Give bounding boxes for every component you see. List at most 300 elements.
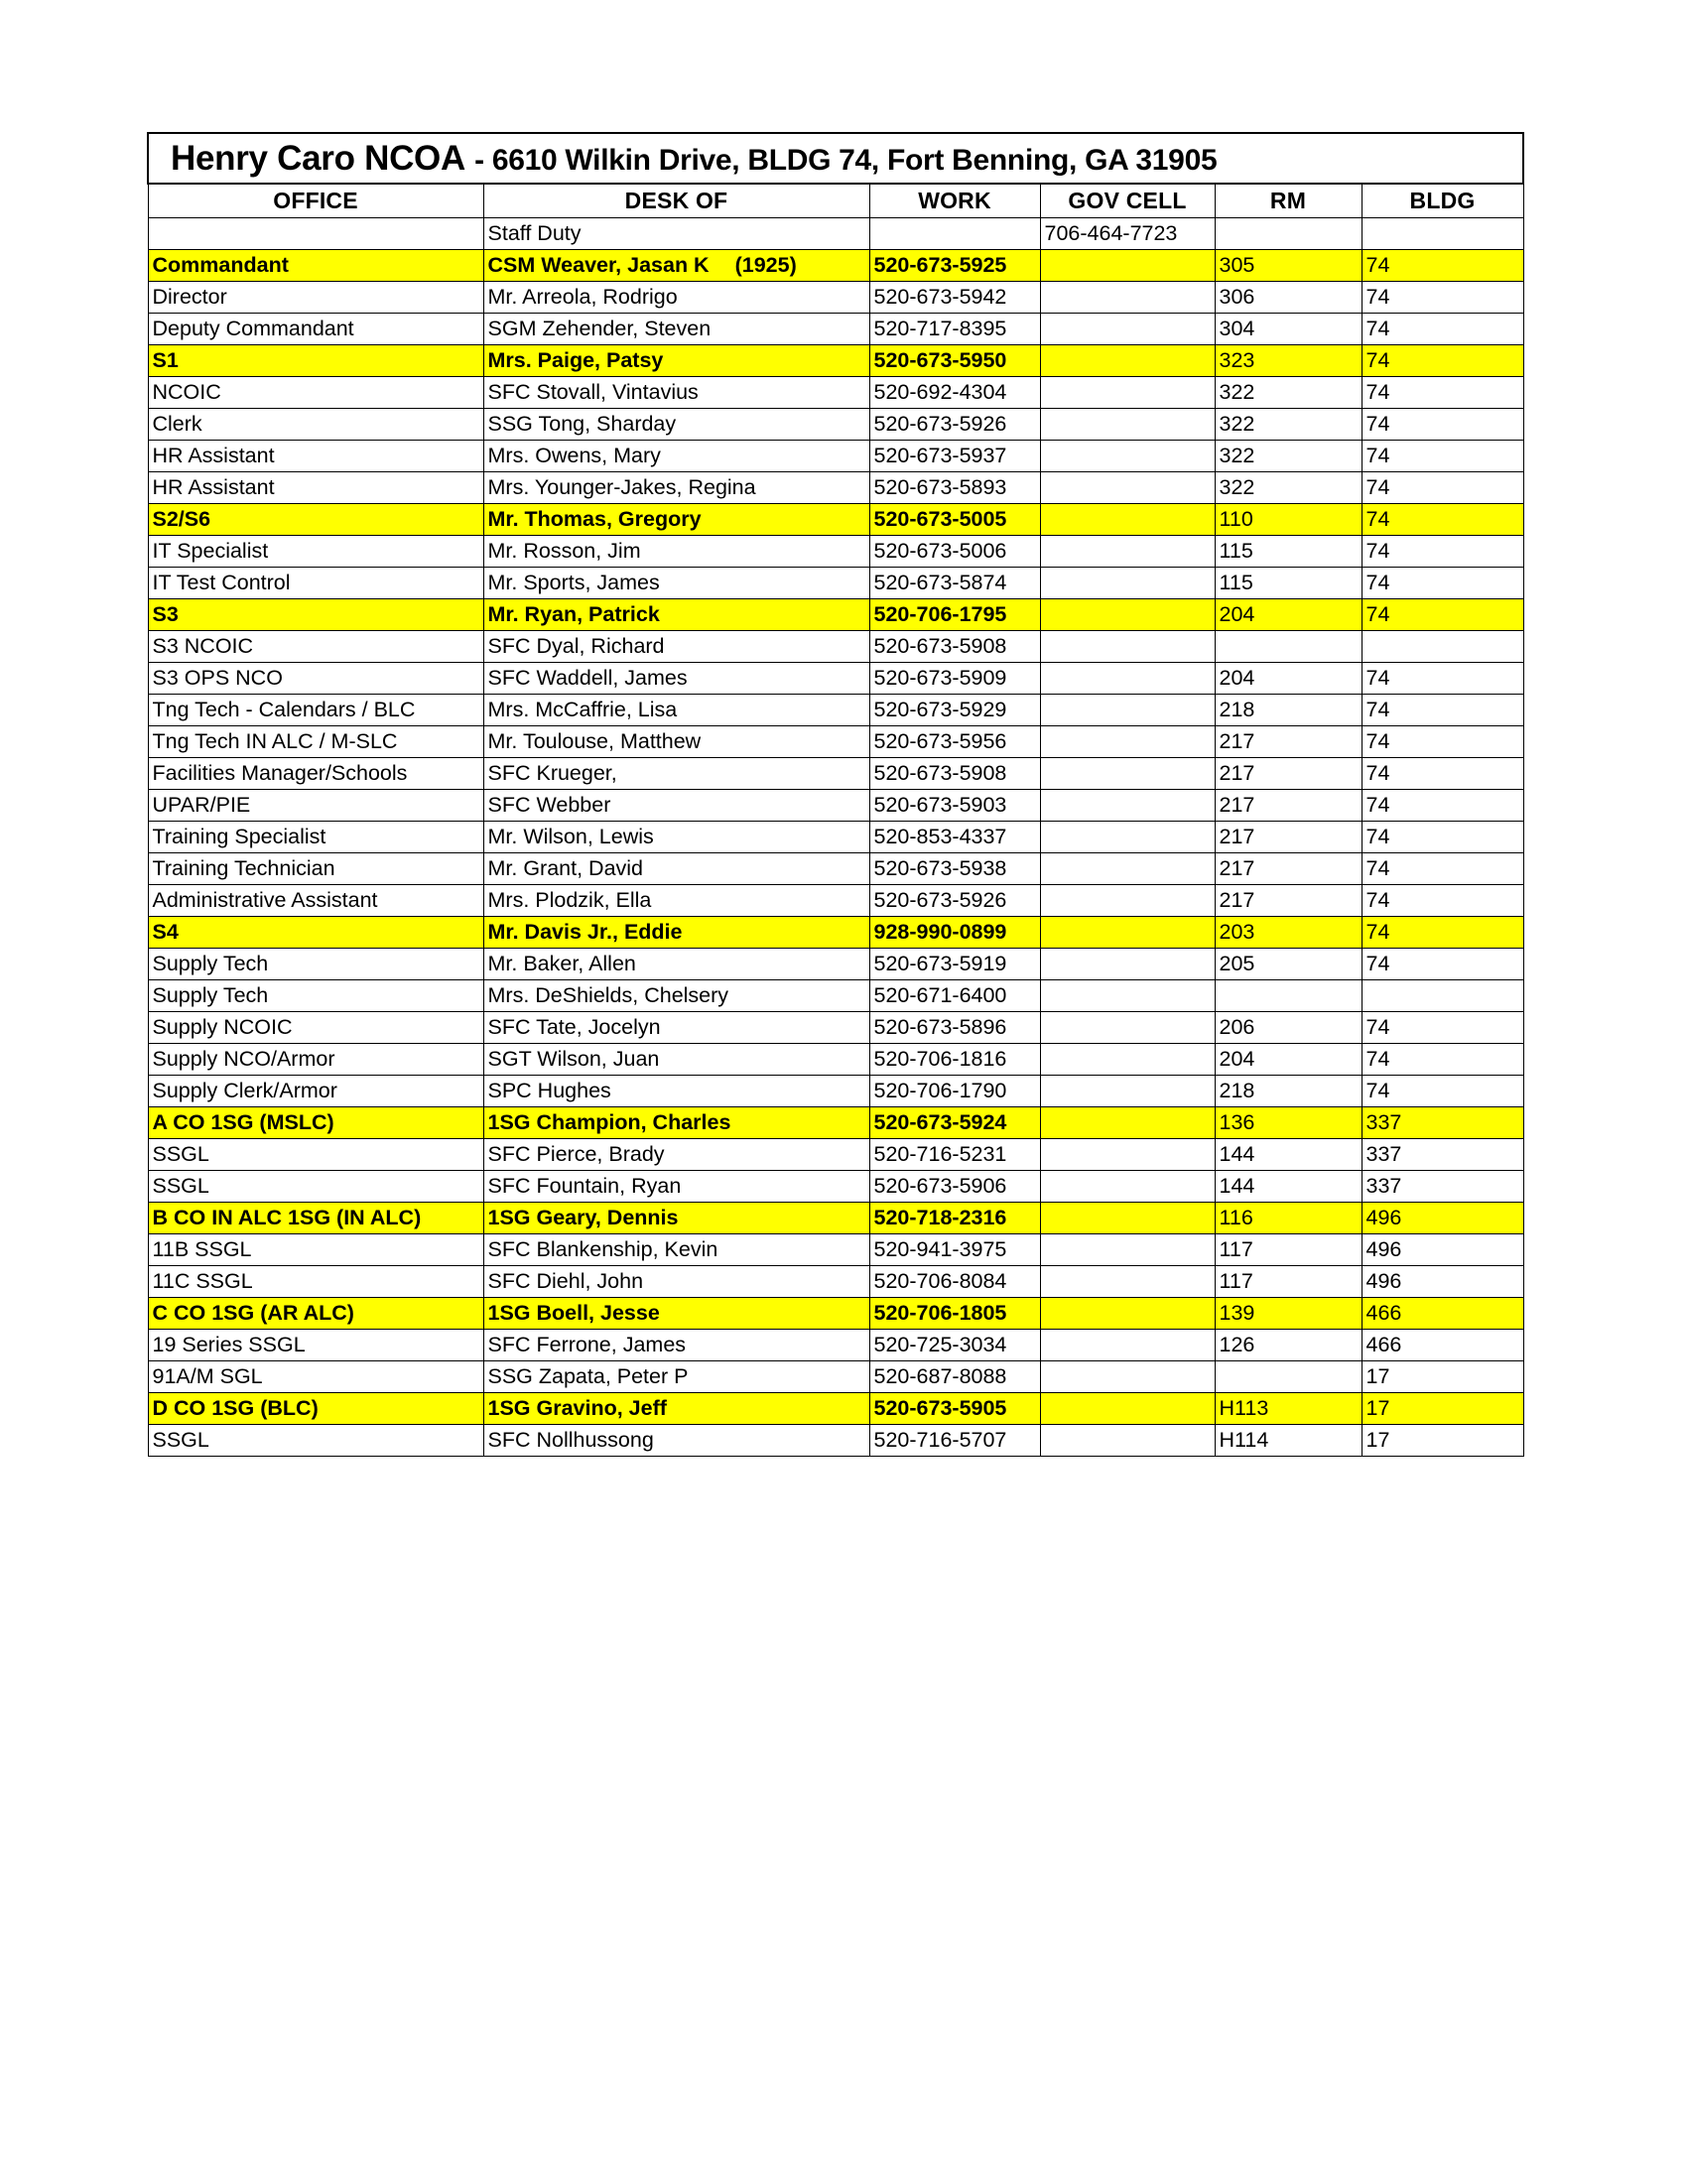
table-row	[148, 1298, 1523, 1330]
cell-desk-of	[483, 377, 869, 409]
cell-office: 91A/M SGL	[148, 1361, 483, 1393]
cell-office: Training Specialist	[148, 822, 483, 853]
cell-gov-cell-phone	[1040, 631, 1215, 663]
cell-desk-of	[483, 1044, 869, 1076]
cell-desk-of	[483, 917, 869, 949]
cell-office: Supply Clerk/Armor	[148, 1076, 483, 1107]
cell-work-phone: 520-673-5905	[869, 1393, 1040, 1425]
desk-person-name: CSM Weaver, Jasan K	[487, 252, 710, 277]
cell-room: 204	[1215, 1044, 1362, 1076]
cell-gov-cell-phone	[1040, 1139, 1215, 1171]
cell-room: 117	[1215, 1234, 1362, 1266]
cell-building: 74	[1362, 377, 1523, 409]
cell-work-phone: 520-673-5938	[869, 853, 1040, 885]
cell-office: S4	[148, 917, 483, 949]
cell-room: 217	[1215, 726, 1362, 758]
cell-room: 115	[1215, 568, 1362, 599]
cell-work-phone: 520-673-5937	[869, 441, 1040, 472]
cell-room: 217	[1215, 758, 1362, 790]
cell-desk-of	[483, 1076, 869, 1107]
column-header-row	[148, 184, 1523, 218]
cell-building: 496	[1362, 1203, 1523, 1234]
cell-work-phone	[869, 218, 1040, 250]
cell-work-phone: 520-673-5950	[869, 345, 1040, 377]
cell-work-phone: 520-673-5896	[869, 1012, 1040, 1044]
table-row	[148, 1107, 1523, 1139]
cell-work-phone: 520-692-4304	[869, 377, 1040, 409]
cell-office: 11C SSGL	[148, 1266, 483, 1298]
cell-work-phone: 928-990-0899	[869, 917, 1040, 949]
cell-office: S3	[148, 599, 483, 631]
cell-work-phone: 520-673-5903	[869, 790, 1040, 822]
cell-work-phone: 520-673-5908	[869, 758, 1040, 790]
cell-desk-of	[483, 1393, 869, 1425]
cell-building	[1362, 631, 1523, 663]
desk-person-name: SSG Zapata, Peter P	[487, 1363, 689, 1388]
desk-person-name: SFC Pierce, Brady	[487, 1141, 665, 1166]
desk-extension: (1925)	[734, 252, 797, 277]
table-row	[148, 536, 1523, 568]
cell-building: 74	[1362, 250, 1523, 282]
table-row	[148, 472, 1523, 504]
desk-person-name: SSG Tong, Sharday	[487, 411, 677, 436]
cell-building: 74	[1362, 853, 1523, 885]
cell-room: 117	[1215, 1266, 1362, 1298]
cell-gov-cell-phone	[1040, 885, 1215, 917]
staff-roster-table	[147, 132, 1524, 1457]
cell-office: Tng Tech IN ALC / M-SLC	[148, 726, 483, 758]
cell-gov-cell-phone	[1040, 663, 1215, 695]
cell-room: 322	[1215, 377, 1362, 409]
cell-gov-cell-phone	[1040, 980, 1215, 1012]
cell-desk-of	[483, 1330, 869, 1361]
table-row	[148, 949, 1523, 980]
cell-room: 136	[1215, 1107, 1362, 1139]
cell-office: S3 NCOIC	[148, 631, 483, 663]
cell-desk-of	[483, 1425, 869, 1457]
cell-room	[1215, 980, 1362, 1012]
cell-work-phone: 520-673-5919	[869, 949, 1040, 980]
cell-building: 496	[1362, 1266, 1523, 1298]
cell-office: Tng Tech - Calendars / BLC	[148, 695, 483, 726]
cell-office	[148, 218, 483, 250]
cell-office: SSGL	[148, 1139, 483, 1171]
document-title	[148, 133, 1523, 184]
cell-room: 206	[1215, 1012, 1362, 1044]
table-row	[148, 314, 1523, 345]
desk-person-name: Mrs. Plodzik, Ella	[487, 887, 652, 912]
cell-building: 74	[1362, 345, 1523, 377]
table-row	[148, 599, 1523, 631]
cell-work-phone: 520-673-5908	[869, 631, 1040, 663]
cell-building: 496	[1362, 1234, 1523, 1266]
desk-person-name: SFC Fountain, Ryan	[487, 1173, 682, 1198]
column-header-rm: RM	[1215, 184, 1362, 218]
cell-work-phone: 520-718-2316	[869, 1203, 1040, 1234]
cell-building: 74	[1362, 949, 1523, 980]
cell-work-phone: 520-706-1805	[869, 1298, 1040, 1330]
cell-desk-of	[483, 980, 869, 1012]
table-row	[148, 1266, 1523, 1298]
cell-gov-cell-phone	[1040, 917, 1215, 949]
cell-desk-of	[483, 568, 869, 599]
table-row	[148, 726, 1523, 758]
desk-person-name: SFC Waddell, James	[487, 665, 688, 690]
table-row	[148, 758, 1523, 790]
cell-room: 115	[1215, 536, 1362, 568]
table-row	[148, 504, 1523, 536]
cell-work-phone: 520-671-6400	[869, 980, 1040, 1012]
cell-desk-of	[483, 1361, 869, 1393]
cell-building: 74	[1362, 758, 1523, 790]
cell-building: 337	[1362, 1107, 1523, 1139]
cell-building: 74	[1362, 1012, 1523, 1044]
desk-person-name: SFC Ferrone, James	[487, 1332, 687, 1356]
cell-room: 126	[1215, 1330, 1362, 1361]
table-row	[148, 282, 1523, 314]
cell-desk-of	[483, 504, 869, 536]
cell-gov-cell-phone	[1040, 314, 1215, 345]
cell-gov-cell-phone	[1040, 250, 1215, 282]
desk-person-name: SFC Tate, Jocelyn	[487, 1014, 661, 1039]
cell-room: 139	[1215, 1298, 1362, 1330]
cell-room: 217	[1215, 885, 1362, 917]
cell-work-phone: 520-673-5924	[869, 1107, 1040, 1139]
cell-building: 17	[1362, 1361, 1523, 1393]
cell-work-phone: 520-673-5906	[869, 1171, 1040, 1203]
cell-office: Training Technician	[148, 853, 483, 885]
cell-work-phone: 520-673-5956	[869, 726, 1040, 758]
desk-person-name: Mrs. McCaffrie, Lisa	[487, 697, 678, 721]
cell-desk-of	[483, 218, 869, 250]
table-row	[148, 1044, 1523, 1076]
cell-gov-cell-phone	[1040, 1393, 1215, 1425]
cell-building: 74	[1362, 917, 1523, 949]
cell-room: 304	[1215, 314, 1362, 345]
cell-desk-of	[483, 631, 869, 663]
cell-gov-cell-phone	[1040, 695, 1215, 726]
desk-person-name: Mrs. Paige, Patsy	[487, 347, 664, 372]
desk-person-name: Mr. Thomas, Gregory	[487, 506, 702, 531]
cell-building: 74	[1362, 314, 1523, 345]
cell-office: S3 OPS NCO	[148, 663, 483, 695]
cell-desk-of	[483, 1012, 869, 1044]
desk-person-name: SFC Stovall, Vintavius	[487, 379, 699, 404]
table-row	[148, 1139, 1523, 1171]
cell-room: 217	[1215, 790, 1362, 822]
desk-person-name: SGT Wilson, Juan	[487, 1046, 660, 1071]
cell-gov-cell-phone	[1040, 1203, 1215, 1234]
table-row	[148, 917, 1523, 949]
cell-office: Supply NCO/Armor	[148, 1044, 483, 1076]
cell-office: HR Assistant	[148, 472, 483, 504]
desk-person-name: Mrs. DeShields, Chelsery	[487, 982, 729, 1007]
cell-work-phone: 520-673-5006	[869, 536, 1040, 568]
cell-desk-of	[483, 1266, 869, 1298]
cell-desk-of	[483, 472, 869, 504]
column-header-office: OFFICE	[148, 184, 483, 218]
cell-office: HR Assistant	[148, 441, 483, 472]
cell-work-phone: 520-716-5231	[869, 1139, 1040, 1171]
table-row	[148, 1203, 1523, 1234]
cell-building	[1362, 980, 1523, 1012]
desk-person-name: Mr. Arreola, Rodrigo	[487, 284, 678, 309]
cell-work-phone: 520-673-5926	[869, 885, 1040, 917]
cell-office: SSGL	[148, 1425, 483, 1457]
cell-building: 74	[1362, 663, 1523, 695]
cell-gov-cell-phone	[1040, 1076, 1215, 1107]
cell-room: 322	[1215, 441, 1362, 472]
cell-office: Supply NCOIC	[148, 1012, 483, 1044]
cell-building: 74	[1362, 568, 1523, 599]
cell-gov-cell-phone	[1040, 282, 1215, 314]
cell-gov-cell-phone	[1040, 345, 1215, 377]
cell-desk-of	[483, 1298, 869, 1330]
table-row	[148, 1393, 1523, 1425]
cell-desk-of	[483, 853, 869, 885]
column-header-gov_cell: GOV CELL	[1040, 184, 1215, 218]
title-address: - 6610 Wilkin Drive, BLDG 74, Fort Benning, GA 31905	[474, 144, 1218, 177]
cell-building: 74	[1362, 282, 1523, 314]
cell-gov-cell-phone	[1040, 1012, 1215, 1044]
cell-desk-of	[483, 409, 869, 441]
cell-building: 74	[1362, 1076, 1523, 1107]
cell-building: 466	[1362, 1330, 1523, 1361]
cell-building: 74	[1362, 885, 1523, 917]
cell-room	[1215, 1361, 1362, 1393]
cell-building: 74	[1362, 472, 1523, 504]
cell-building: 74	[1362, 441, 1523, 472]
cell-room	[1215, 631, 1362, 663]
cell-office: Supply Tech	[148, 949, 483, 980]
cell-office: UPAR/PIE	[148, 790, 483, 822]
roster-sheet	[147, 132, 1522, 1457]
table-row	[148, 1330, 1523, 1361]
title-organization: Henry Caro NCOA	[171, 139, 465, 178]
table-row	[148, 663, 1523, 695]
cell-gov-cell-phone	[1040, 1298, 1215, 1330]
table-row	[148, 1012, 1523, 1044]
cell-work-phone: 520-673-5874	[869, 568, 1040, 599]
cell-building: 466	[1362, 1298, 1523, 1330]
cell-office: IT Specialist	[148, 536, 483, 568]
cell-room: 204	[1215, 599, 1362, 631]
cell-work-phone: 520-941-3975	[869, 1234, 1040, 1266]
desk-person-name: SGM Zehender, Steven	[487, 316, 712, 340]
cell-office: NCOIC	[148, 377, 483, 409]
table-row	[148, 1076, 1523, 1107]
cell-desk-of	[483, 695, 869, 726]
cell-room: 306	[1215, 282, 1362, 314]
cell-desk-of	[483, 1203, 869, 1234]
cell-gov-cell-phone	[1040, 1361, 1215, 1393]
cell-work-phone: 520-673-5926	[869, 409, 1040, 441]
column-header-desk: DESK OF	[483, 184, 869, 218]
cell-desk-of	[483, 885, 869, 917]
cell-gov-cell-phone	[1040, 1425, 1215, 1457]
table-row	[148, 441, 1523, 472]
cell-work-phone: 520-853-4337	[869, 822, 1040, 853]
cell-work-phone: 520-673-5893	[869, 472, 1040, 504]
desk-person-name: SPC Hughes	[487, 1078, 611, 1102]
desk-person-name: Mr. Ryan, Patrick	[487, 601, 660, 626]
cell-building: 17	[1362, 1393, 1523, 1425]
cell-gov-cell-phone	[1040, 599, 1215, 631]
column-header-bldg: BLDG	[1362, 184, 1523, 218]
cell-building	[1362, 218, 1523, 250]
cell-desk-of	[483, 1139, 869, 1171]
cell-work-phone: 520-706-8084	[869, 1266, 1040, 1298]
table-row	[148, 218, 1523, 250]
cell-office: 19 Series SSGL	[148, 1330, 483, 1361]
table-row	[148, 568, 1523, 599]
cell-gov-cell-phone	[1040, 949, 1215, 980]
table-row	[148, 695, 1523, 726]
cell-office: IT Test Control	[148, 568, 483, 599]
cell-desk-of	[483, 345, 869, 377]
cell-building: 17	[1362, 1425, 1523, 1457]
cell-room: 204	[1215, 663, 1362, 695]
desk-person-name: Mr. Toulouse, Matthew	[487, 728, 702, 753]
cell-office: Supply Tech	[148, 980, 483, 1012]
cell-building: 74	[1362, 726, 1523, 758]
column-header-work: WORK	[869, 184, 1040, 218]
cell-desk-of	[483, 1107, 869, 1139]
cell-desk-of	[483, 758, 869, 790]
cell-work-phone: 520-717-8395	[869, 314, 1040, 345]
roster-body	[148, 218, 1523, 1457]
cell-gov-cell-phone: 706-464-7723	[1040, 218, 1215, 250]
cell-work-phone: 520-706-1816	[869, 1044, 1040, 1076]
desk-person-name: Mr. Baker, Allen	[487, 951, 636, 975]
cell-desk-of	[483, 250, 869, 282]
cell-room: 116	[1215, 1203, 1362, 1234]
cell-room: 110	[1215, 504, 1362, 536]
cell-building: 74	[1362, 504, 1523, 536]
cell-gov-cell-phone	[1040, 758, 1215, 790]
cell-room: H114	[1215, 1425, 1362, 1457]
desk-person-name: Mrs. Younger-Jakes, Regina	[487, 474, 756, 499]
desk-person-name: SFC Webber	[487, 792, 611, 817]
table-row	[148, 631, 1523, 663]
cell-work-phone: 520-687-8088	[869, 1361, 1040, 1393]
cell-room: 323	[1215, 345, 1362, 377]
cell-desk-of	[483, 441, 869, 472]
table-row	[148, 1361, 1523, 1393]
desk-person-name: SFC Dyal, Richard	[487, 633, 665, 658]
cell-gov-cell-phone	[1040, 441, 1215, 472]
cell-gov-cell-phone	[1040, 504, 1215, 536]
cell-desk-of	[483, 663, 869, 695]
cell-desk-of	[483, 726, 869, 758]
desk-person-name: Mr. Sports, James	[487, 570, 660, 594]
cell-room: 205	[1215, 949, 1362, 980]
cell-work-phone: 520-673-5942	[869, 282, 1040, 314]
cell-office: C CO 1SG (AR ALC)	[148, 1298, 483, 1330]
desk-person-name: SFC Diehl, John	[487, 1268, 644, 1293]
cell-desk-of	[483, 314, 869, 345]
cell-desk-of	[483, 599, 869, 631]
desk-person-name: Mrs. Owens, Mary	[487, 443, 661, 467]
cell-gov-cell-phone	[1040, 409, 1215, 441]
cell-office: Commandant	[148, 250, 483, 282]
table-row	[148, 409, 1523, 441]
cell-room: 322	[1215, 409, 1362, 441]
cell-gov-cell-phone	[1040, 1234, 1215, 1266]
cell-office: Administrative Assistant	[148, 885, 483, 917]
cell-room: 322	[1215, 472, 1362, 504]
cell-building: 337	[1362, 1139, 1523, 1171]
cell-gov-cell-phone	[1040, 568, 1215, 599]
cell-room: 218	[1215, 695, 1362, 726]
cell-gov-cell-phone	[1040, 472, 1215, 504]
cell-work-phone: 520-673-5909	[869, 663, 1040, 695]
cell-work-phone: 520-673-5929	[869, 695, 1040, 726]
document-title-row	[148, 133, 1523, 184]
cell-office: Director	[148, 282, 483, 314]
cell-desk-of	[483, 1171, 869, 1203]
desk-person-name: Mr. Grant, David	[487, 855, 644, 880]
cell-work-phone: 520-706-1790	[869, 1076, 1040, 1107]
cell-work-phone: 520-716-5707	[869, 1425, 1040, 1457]
cell-office: SSGL	[148, 1171, 483, 1203]
table-row	[148, 822, 1523, 853]
table-row	[148, 885, 1523, 917]
cell-building: 74	[1362, 695, 1523, 726]
cell-gov-cell-phone	[1040, 726, 1215, 758]
cell-office: D CO 1SG (BLC)	[148, 1393, 483, 1425]
cell-gov-cell-phone	[1040, 1044, 1215, 1076]
cell-gov-cell-phone	[1040, 790, 1215, 822]
cell-gov-cell-phone	[1040, 536, 1215, 568]
cell-building: 74	[1362, 790, 1523, 822]
desk-person-name: 1SG Gravino, Jeff	[487, 1395, 667, 1420]
table-row	[148, 1171, 1523, 1203]
cell-work-phone: 520-673-5925	[869, 250, 1040, 282]
cell-office: Deputy Commandant	[148, 314, 483, 345]
cell-building: 74	[1362, 599, 1523, 631]
cell-office: S1	[148, 345, 483, 377]
cell-office: A CO 1SG (MSLC)	[148, 1107, 483, 1139]
desk-person-name: 1SG Champion, Charles	[487, 1109, 731, 1134]
desk-person-name: Mr. Rosson, Jim	[487, 538, 641, 563]
cell-building: 74	[1362, 1044, 1523, 1076]
cell-desk-of	[483, 822, 869, 853]
cell-office: 11B SSGL	[148, 1234, 483, 1266]
cell-room: 217	[1215, 822, 1362, 853]
cell-desk-of	[483, 790, 869, 822]
cell-gov-cell-phone	[1040, 1266, 1215, 1298]
cell-room: 218	[1215, 1076, 1362, 1107]
cell-room: 203	[1215, 917, 1362, 949]
cell-work-phone: 520-706-1795	[869, 599, 1040, 631]
table-row	[148, 853, 1523, 885]
cell-desk-of	[483, 949, 869, 980]
desk-person-name: SFC Nollhussong	[487, 1427, 654, 1452]
cell-desk-of	[483, 536, 869, 568]
table-row	[148, 377, 1523, 409]
cell-room: 305	[1215, 250, 1362, 282]
desk-person-name: Staff Duty	[487, 220, 582, 245]
cell-room: 217	[1215, 853, 1362, 885]
desk-person-name: SFC Blankenship, Kevin	[487, 1236, 718, 1261]
table-row	[148, 1425, 1523, 1457]
cell-gov-cell-phone	[1040, 1107, 1215, 1139]
cell-gov-cell-phone	[1040, 1171, 1215, 1203]
cell-work-phone: 520-725-3034	[869, 1330, 1040, 1361]
cell-gov-cell-phone	[1040, 377, 1215, 409]
table-row	[148, 345, 1523, 377]
